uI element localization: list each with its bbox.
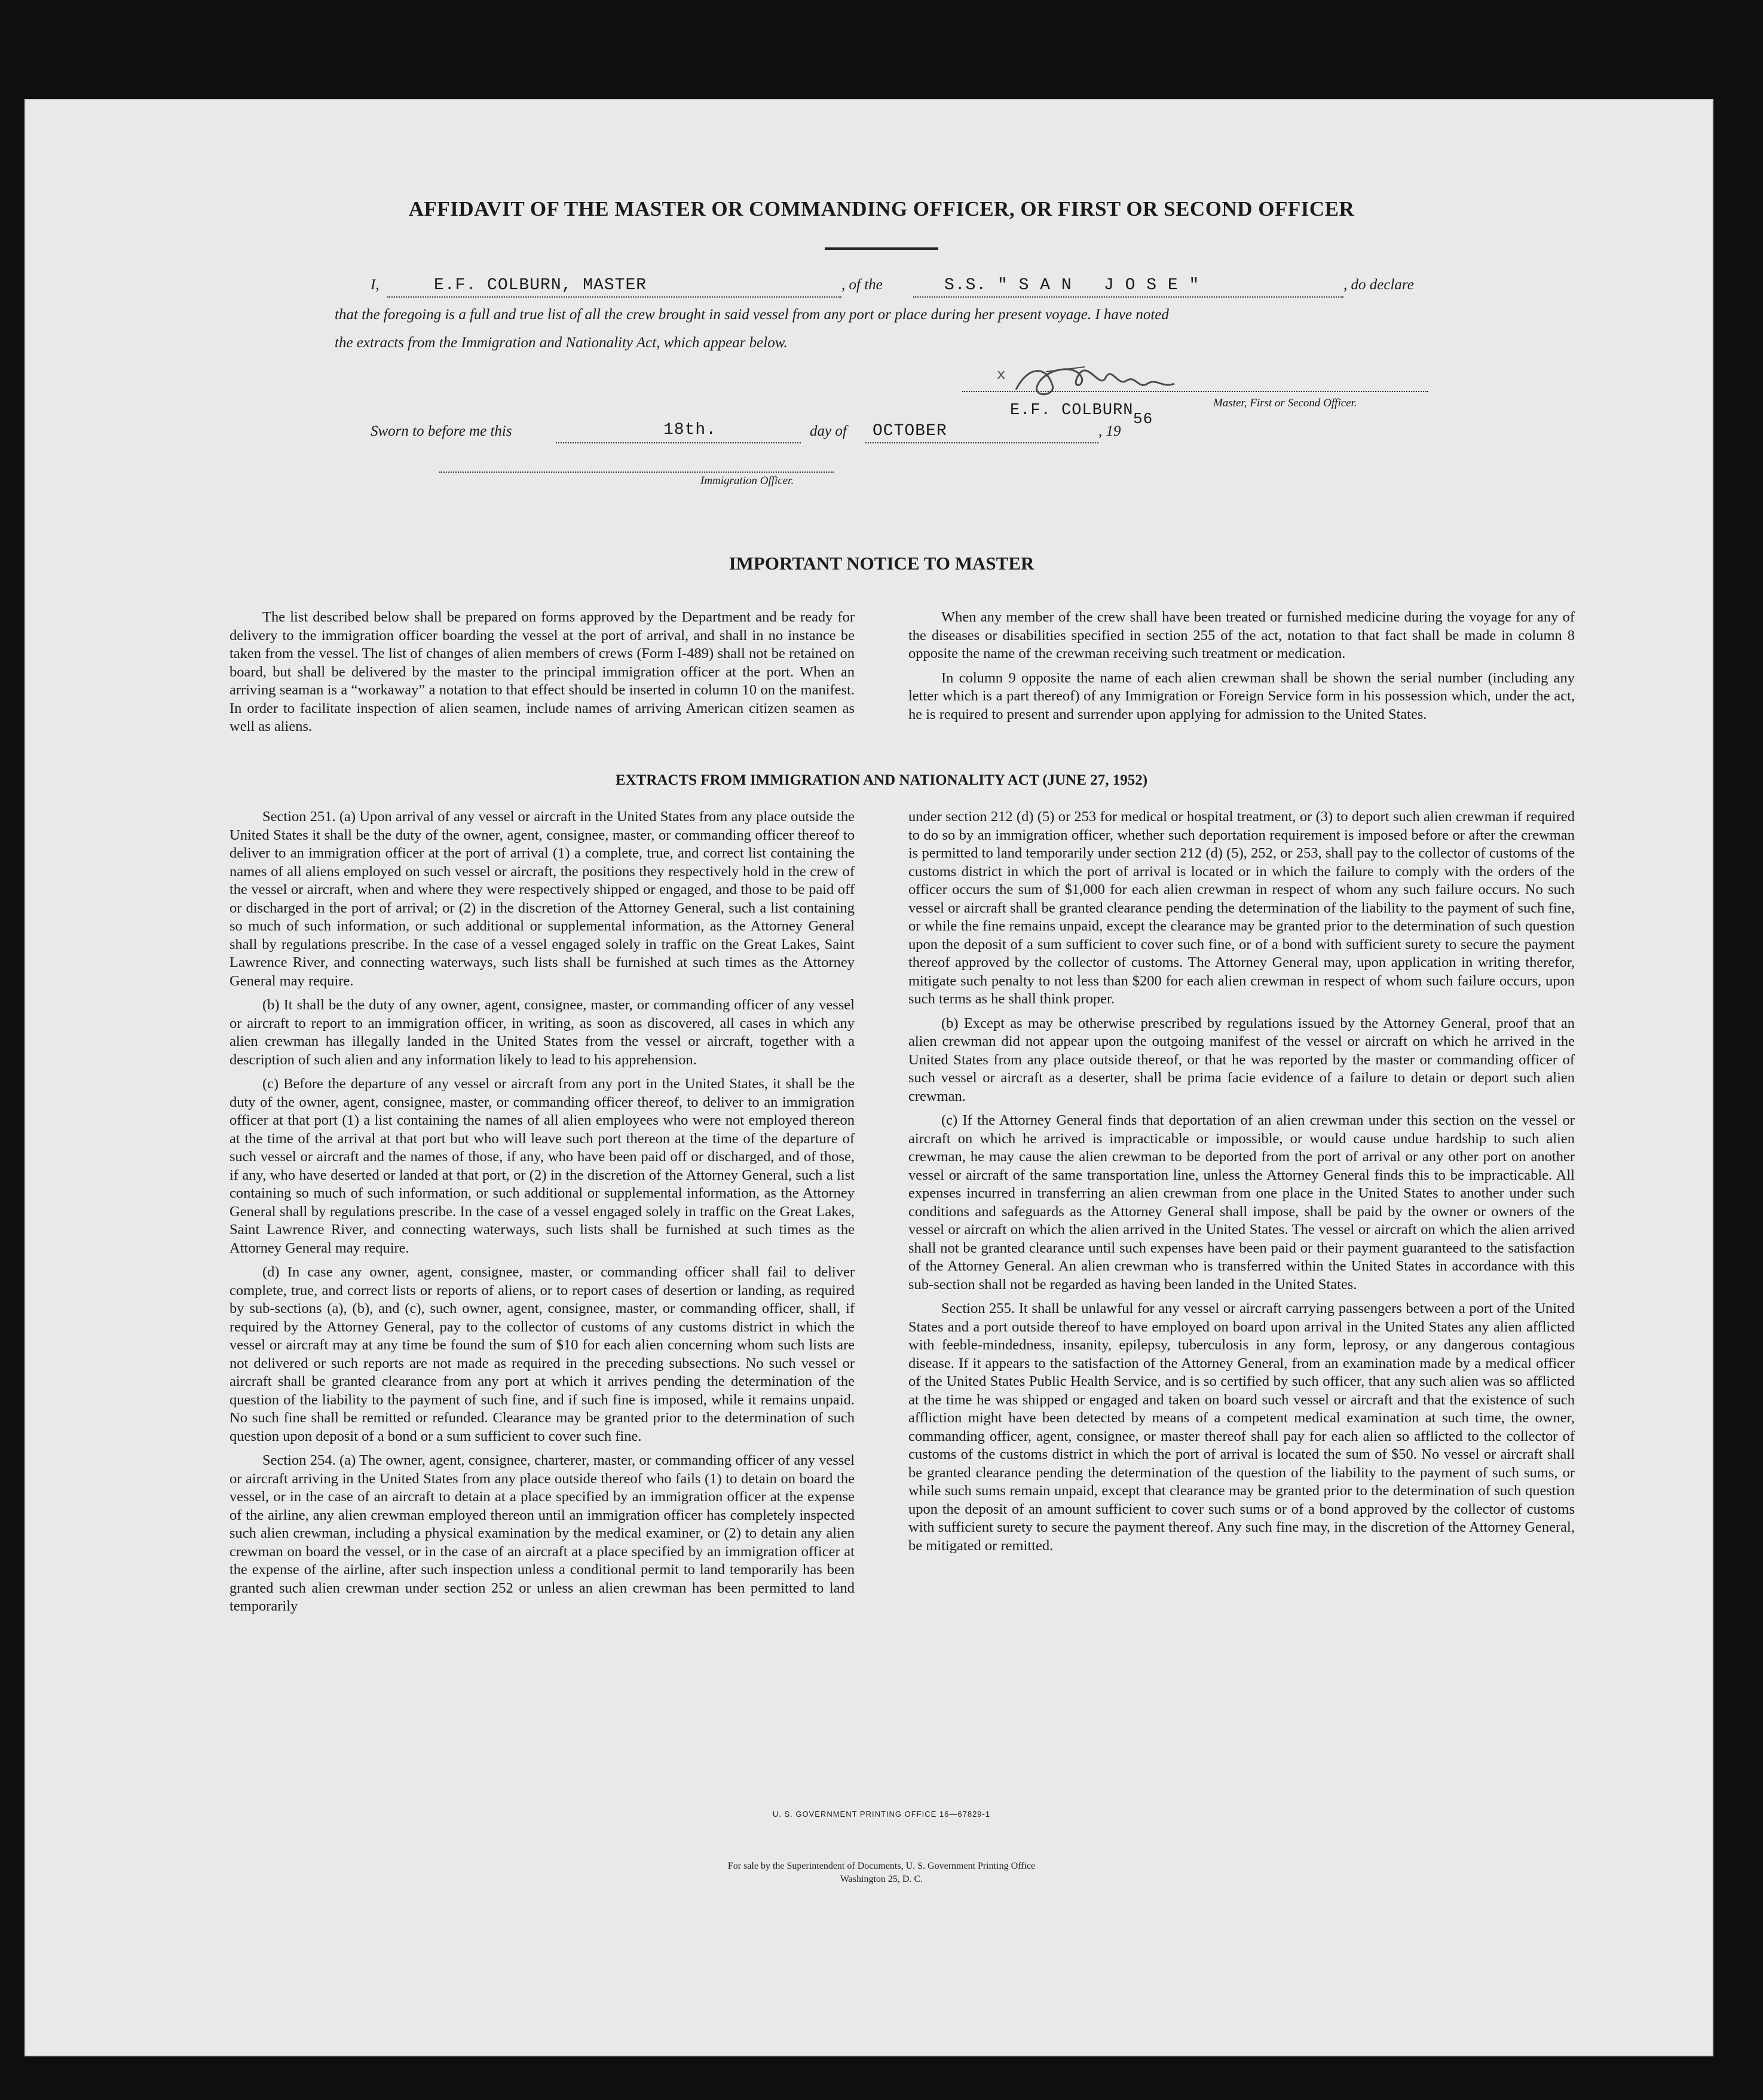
year-label: , 19 [1098, 423, 1121, 439]
immigration-officer-signature-line[interactable] [439, 469, 834, 473]
section-254-a-continued: under section 212 (d) (5) or 253 for medical or hospital treatment, or (3) to deport such alien crewman if required to do so by an immigration officer, whether such deportation requirement is imposed before or after the crewman is permitted to land temporarily under section 212 (d) (5), 252, or 253, shall pay to the collector of customs of the customs district in which the port of arrival is located or in which the failure to comply with the orders of the officer occurs the sum of $1,000 for each alien crewman in respect of whom any such failure occurs. No such vessel or aircraft shall be granted clearance pending the determination of the liability to the payment of such fine, or while the fine remains unpaid, except the clearance may be granted prior to the determination of such question upon the deposit of a sum sufficient to cover such fine, or of a bond with sufficient surety to secure the payment thereof approved by the collector of customs. The Attorney General may, upon application in writing therefor, mitigate such penalty to not less than $200 for each alien crewman in respect of whom such failure occurs, upon such terms as he shall think proper. [908, 809, 1575, 1007]
extracts-title: EXTRACTS FROM IMMIGRATION AND NATIONALITY ACT (JUNE 27, 1952) [615, 772, 1148, 788]
signature-line[interactable] [962, 388, 1428, 392]
notice-right-column [908, 608, 1575, 730]
master-officer-label: Master, First or Second Officer. [1213, 397, 1357, 409]
notice-right-paragraph-1: When any member of the crew shall have been treated or furnished medicine during the voyage for any of the diseases or disabilities specified in section 255 of the act, notation to that fact shall be made in column 8 opposite the name of the crewman receiving such treatment or medication. [908, 609, 1575, 662]
month-value: OCTOBER [873, 422, 947, 440]
sworn-label: Sworn to before me this [371, 423, 512, 439]
master-name-value: E.F. COLBURN, MASTER [434, 276, 647, 295]
day-of-label: day of [810, 423, 847, 439]
gpo-imprint: U. S. GOVERNMENT PRINTING OFFICE 16—67829-1 [772, 1810, 991, 1819]
affidavit-title: AFFIDAVIT OF THE MASTER OR COMMANDING OFFICER, OR FIRST OR SECOND OFFICER [408, 197, 1355, 221]
signature-mark: x [997, 366, 1006, 382]
section-251-c: (c) Before the departure of any vessel or aircraft from any port in the United States, it shall be the duty of the owner, agent, consignee, master, or commanding officer thereof, to deliver to an immigration officer at that port (1) a list containing the names of all alien employees who were not employed thereon at the time of the arrival at that port but who will leave such port thereon at the time of the departure of such vessel or aircraft and the names of those, if any, who have been paid off or discharged, and of those, if any, who have deserted or landed at that port, or (2) in the discretion of the Attorney General, such a list containing so much of such information, or such additional or supplemental information, as the Attorney General shall by regulations prescribe. In the case of a vessel engaged solely in traffic on the Great Lakes, Saint Lawrence River, and connecting waterways, such lists shall be furnished at such times as the Attorney General may require. [229, 1076, 855, 1256]
sale-line-1: For sale by the Superintendent of Documents, U. S. Government Printing Office [727, 1861, 1036, 1871]
notice-title: IMPORTANT NOTICE TO MASTER [729, 553, 1034, 574]
declaration-line-1: that the foregoing is a full and true list of all the crew brought in said vessel from any port or place during her present voyage. I have noted [335, 307, 1169, 323]
vessel-name-value: S.S. " S A N J O S E " [944, 276, 1200, 295]
vessel-name-field[interactable] [913, 278, 1343, 298]
section-251-a: Section 251. (a) Upon arrival of any vessel or aircraft in the United States from any place outside the United States it shall be the duty of the owner, agent, consignee, master, or commanding officer thereof to deliver to an immigration officer at the port of arrival (1) a complete, true, and correct list containing the names of all aliens employed on such vessel or aircraft, the positions they respectively hold in the crew of the vessel or aircraft, when and where they were respectively shipped or engaged, and those to be paid off or discharged in the port of arrival; or (2) in the discretion of the Attorney General, such a list containing so much of such information, or such additional or supplemental information, as the Attorney General shall by regulations prescribe. In the case of a vessel engaged solely in traffic on the Great Lakes, Saint Lawrence River, and connecting waterways, such lists shall be furnished at such times as the Attorney General may require. [229, 809, 855, 989]
month-field[interactable] [865, 422, 1098, 443]
declaration-line-2: the extracts from the Immigration and Nationality Act, which appear below. [335, 335, 788, 351]
do-declare-label: , do declare [1343, 277, 1414, 293]
section-251-b: (b) It shall be the duty of any owner, agent, consignee, master, or commanding officer of any vessel or aircraft to report to an immigration officer, in writing, as soon as discovered, all cases in which any alien crewman has illegally landed in the United States from the vessel or aircraft, together with a description of such alien and any information likely to lead to his apprehension. [229, 997, 855, 1068]
i-label: I, [371, 277, 379, 293]
day-value: 18th. [663, 421, 717, 439]
section-254-c: (c) If the Attorney General finds that deportation of an alien crewman under this section on the vessel or aircraft on which he arrived is impracticable or impossible, or would cause undue hardship to such alien crewman, he may cause the alien crewman to be deported from the port of arrival or any other port on another vessel or aircraft of the same transportation line, unless the Attorney General finds this to be impracticable. All expenses incurred in transferring an alien crewman from one place in the United States to another under such conditions and safeguards as the Attorney General shall impose, shall be paid by the owner or owners of the vessel or aircraft on which the alien arrived in the United States. The vessel or aircraft on which the alien arrived shall not be granted clearance until such expenses have been paid or their payment guaranteed to the satisfaction of the Attorney General. An alien crewman who is transferred within the United States in accordance with this sub-section shall not be regarded as having been landed in the United States. [908, 1112, 1575, 1293]
day-field[interactable] [556, 421, 801, 443]
notice-right-paragraph-2: In column 9 opposite the name of each alien crewman shall be shown the serial number (including any letter which is a part thereof) of any Immigration or Foreign Service form in his possession which, under the act, he is required to present and surrender upon applying for admission to the United States. [908, 669, 1575, 723]
immigration-officer-label: Immigration Officer. [700, 475, 794, 487]
section-255: Section 255. It shall be unlawful for any vessel or aircraft carrying passengers between a port of the United States and a port outside thereof to have employed on board upon arrival in the United States any alien afflicted with feeble-mindedness, insanity, epilepsy, tuberculosis in any form, leprosy, or any dangerous contagious disease. If it appears to the satisfaction of the Attorney General, from an examination made by a medical officer of the United States Public Health Service, and is so certified by such officer, that any such alien was so afflicted at the time he was shipped or engaged and taken on board such vessel or aircraft and that the existence of such affliction might have been detected by means of a competent medical examination at such time, the owner, commanding officer, agent, consignee, or master thereof shall pay for each alien so afflicted to the collector of customs of the customs district in which the port of arrival is located the sum of $50. No vessel or aircraft shall be granted clearance pending the determination of the question of the liability to the payment of such sums, or while such sums remain unpaid, except that clearance may be granted prior to the determination of such question upon the deposit of an amount sufficient to cover such sums or of a bond approved by the collector of customs with sufficient surety to secure the payment thereof. Any such fine may, in the discretion of the Attorney General, be mitigated or remitted. [908, 1300, 1575, 1554]
section-254-a: Section 254. (a) The owner, agent, consignee, charterer, master, or commanding officer of any vessel or aircraft arriving in the United States from any place outside thereof who fails (1) to detain on board the vessel, or in the case of an aircraft to detain at a place specified by an immigration officer at the expense of the airline, any alien crewman employed thereon until an immigration officer has completely inspected such alien crewman, including a physical examination by the medical examiner, or (2) to detain any alien crewman on board the vessel, or in the case of an aircraft at a place specified by an immigration officer at the expense of the airline, after such inspection unless a conditional permit to land temporarily has been granted such alien crewman under section 252 or unless an alien crewman has been permitted to land temporarily [229, 1452, 855, 1614]
year-value[interactable]: 56 [1133, 410, 1153, 428]
signature-scrawl [1010, 354, 1207, 408]
extracts-left-column [229, 808, 855, 1622]
title-rule [825, 247, 938, 250]
notice-left-column [229, 608, 855, 742]
section-254-b: (b) Except as may be otherwise prescribed by regulations issued by the Attorney General, proof that an alien crewman did not appear upon the outgoing manifest of the vessel or aircraft on which he arrived in the United States from any place outside thereof, or that he was reported by the master or commanding officer of such vessel or aircraft as a deserter, shall be prima facie evidence of a failure to detain or deport such alien crewman. [908, 1015, 1575, 1104]
notice-left-paragraph: The list described below shall be prepared on forms approved by the Department and be ready for delivery to the immigration officer boarding the vessel at the port of arrival, and shall in no instance be taken from the vessel. The list of changes of alien members of crews (Form I-489) shall not be retained on board, but shall be delivered by the master to the principal immigration officer at the port. When an arriving seaman is a “workaway” a notation to that effect should be inserted in column 10 on the manifest. In order to facilitate inspection of alien seamen, include names of arriving American citizen seamen as well as aliens. [229, 609, 855, 734]
extracts-right-column [908, 808, 1575, 1561]
section-251-d: (d) In case any owner, agent, consignee, master, or commanding officer shall fail to deliver complete, true, and correct lists or reports of aliens, or to report cases of desertion or landing, as required by sub-sections (a), (b), and (c), such owner, agent, consignee, master, or commanding officer, shall, if required by the Attorney General, pay to the collector of customs of any customs district in which the vessel or aircraft may at any time be found the sum of $10 for each alien concerning whom such lists are not delivered or such reports are not made as required in the preceding subsections. No such vessel or aircraft shall be granted clearance from any port at which it arrives pending the determination of the question of the liability to the payment of such fine, and if such fine is imposed, while it remains unpaid. No such fine shall be remitted or refunded. Clearance may be granted prior to the determination of such question upon deposit of a bond or a sum sufficient to cover such fine. [229, 1264, 855, 1444]
sale-line-2: Washington 25, D. C. [840, 1874, 923, 1884]
signer-typed-name: E.F. COLBURN [1010, 402, 1134, 420]
of-the-label: , of the [841, 277, 883, 293]
master-name-field[interactable] [387, 278, 841, 298]
